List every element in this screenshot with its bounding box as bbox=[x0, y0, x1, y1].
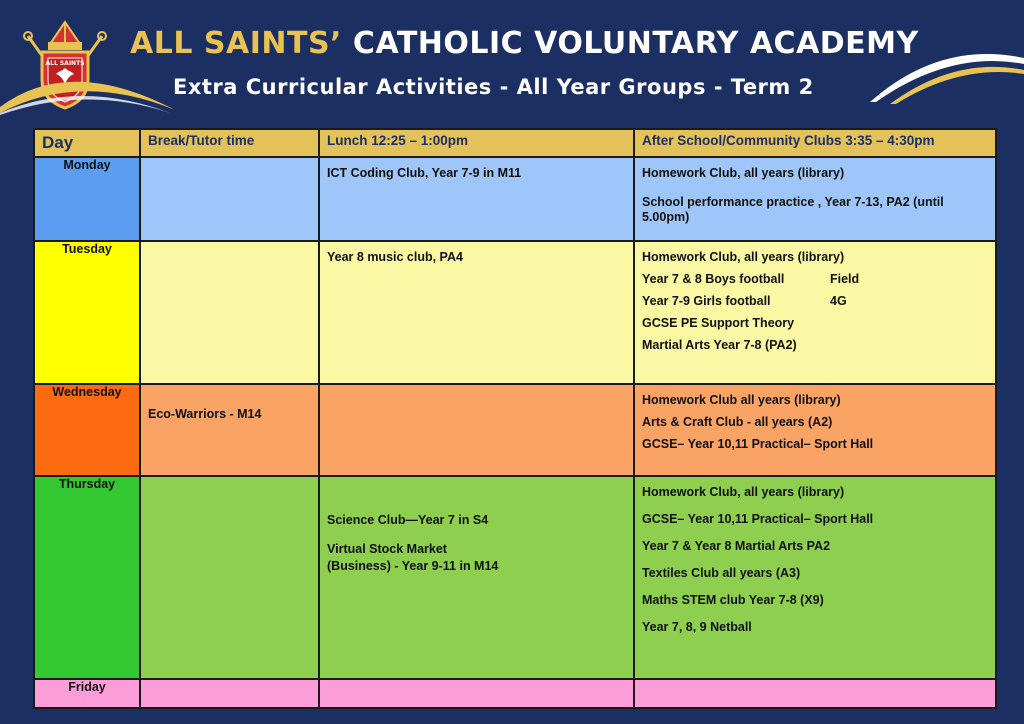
activity-item: Homework Club, all years (library) bbox=[642, 485, 845, 499]
break-cell-tuesday bbox=[140, 241, 319, 384]
gold-swoosh-icon bbox=[0, 55, 180, 115]
after-cell-tuesday bbox=[634, 241, 996, 384]
break-cell-thursday bbox=[140, 476, 319, 679]
day-cell-friday: Friday bbox=[34, 679, 140, 708]
lunch-cell-friday bbox=[319, 679, 634, 708]
activity-item: GCSE PE Support Theory bbox=[642, 316, 795, 330]
activity-item: GCSE– Year 10,11 Practical– Sport Hall bbox=[642, 437, 874, 451]
day-cell-tuesday: Tuesday bbox=[34, 241, 140, 384]
table-row-wednesday bbox=[34, 384, 996, 476]
activity-item: School performance practice , Year 7-13, PA2 (until 5.00pm) bbox=[642, 195, 944, 224]
lunch-cell-monday bbox=[319, 157, 634, 241]
day-cell-monday: Monday bbox=[34, 157, 140, 241]
after-cell-friday bbox=[634, 679, 996, 708]
activity-item: Arts & Craft Club - all years (A2) bbox=[642, 415, 833, 429]
column-header-break: Break/Tutor time bbox=[140, 129, 319, 157]
crest-text: ALL SAINTS bbox=[45, 60, 85, 67]
activity-item: Maths STEM club Year 7-8 (X9) bbox=[642, 593, 824, 607]
page-subtitle: Extra Curricular Activities - All Year Groups - Term 2 bbox=[173, 75, 814, 99]
page-title bbox=[130, 26, 930, 61]
activity-item: Year 7 & 8 Boys football Field bbox=[642, 272, 860, 286]
activity-item: Year 7, 8, 9 Netball bbox=[642, 620, 752, 634]
header bbox=[0, 0, 1024, 125]
break-cell-wednesday bbox=[140, 384, 319, 476]
column-header-day: Day bbox=[34, 129, 140, 157]
day-cell-wednesday: Wednesday bbox=[34, 384, 140, 476]
activities-timetable bbox=[33, 128, 997, 709]
after-cell-thursday bbox=[634, 476, 996, 679]
activity-item: ICT Coding Club, Year 7-9 in M11 bbox=[327, 166, 522, 180]
break-cell-friday bbox=[140, 679, 319, 708]
break-cell-monday bbox=[140, 157, 319, 241]
lunch-cell-tuesday bbox=[319, 241, 634, 384]
lunch-cell-wednesday bbox=[319, 384, 634, 476]
day-cell-thursday: Thursday bbox=[34, 476, 140, 679]
activity-item: Eco-Warriors - M14 bbox=[148, 407, 262, 421]
table-row-friday bbox=[34, 679, 996, 708]
after-cell-monday bbox=[634, 157, 996, 241]
title-academy: CATHOLIC VOLUNTARY ACADEMY bbox=[352, 26, 919, 61]
activity-item: Virtual Stock Market bbox=[327, 542, 447, 556]
lunch-cell-thursday bbox=[319, 476, 634, 679]
activity-item: GCSE– Year 10,11 Practical– Sport Hall bbox=[642, 512, 874, 526]
table-row-thursday bbox=[34, 476, 996, 679]
after-cell-wednesday bbox=[634, 384, 996, 476]
title-school-name: ALL SAINTS’ bbox=[130, 26, 342, 61]
activity-item: (Business) - Year 9-11 in M14 bbox=[327, 559, 499, 573]
column-header-after-school: After School/Community Clubs 3:35 – 4:30pm bbox=[634, 129, 996, 157]
column-header-lunch: Lunch 12:25 – 1:00pm bbox=[319, 129, 634, 157]
activity-item: Year 7-9 Girls football 4G bbox=[642, 294, 847, 308]
activity-item: Textiles Club all years (A3) bbox=[642, 566, 801, 580]
table-header-row bbox=[34, 129, 996, 157]
table-row-tuesday bbox=[34, 241, 996, 384]
activity-item: Homework Club, all years (library) bbox=[642, 250, 845, 264]
activity-item: Martial Arts Year 7-8 (PA2) bbox=[642, 338, 797, 352]
activity-item: Homework Club, all years (library) bbox=[642, 166, 845, 180]
activity-item: Homework Club all years (library) bbox=[642, 393, 841, 407]
activity-item: Year 7 & Year 8 Martial Arts PA2 bbox=[642, 539, 831, 553]
activity-item: Science Club—Year 7 in S4 bbox=[327, 513, 489, 527]
table-row-monday bbox=[34, 157, 996, 241]
activity-item: Year 8 music club, PA4 bbox=[327, 250, 463, 264]
